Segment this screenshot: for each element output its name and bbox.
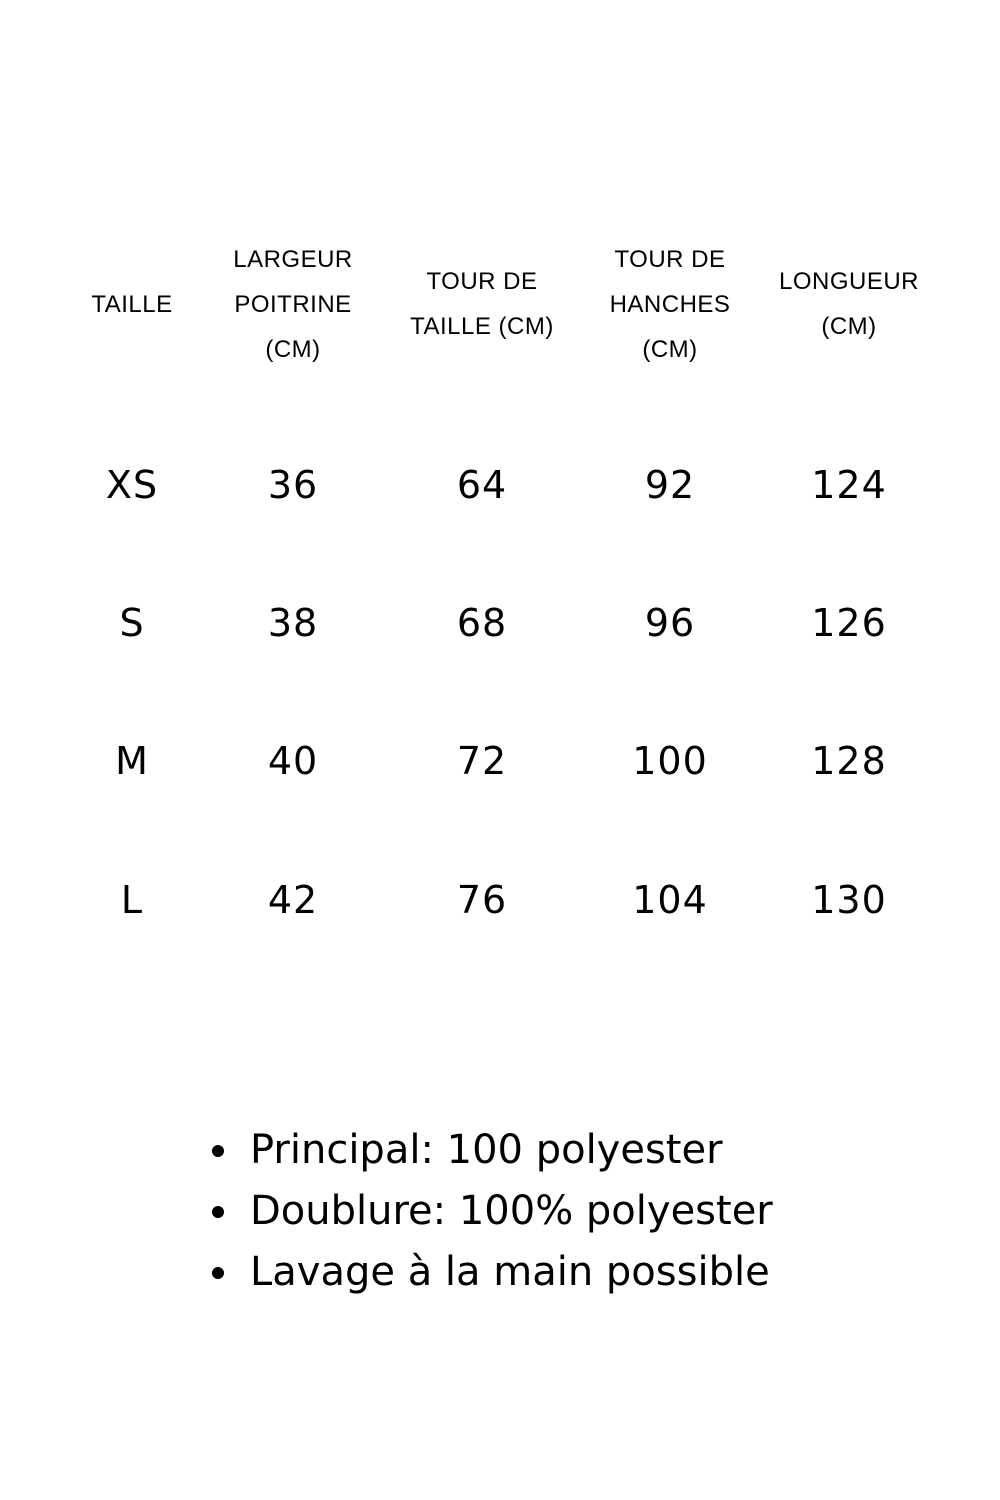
header-tour-de-taille: TOUR DE TAILLE (CM) bbox=[410, 268, 554, 340]
hips-cell: 100 bbox=[632, 739, 708, 783]
length-cell: 130 bbox=[811, 878, 887, 922]
hips-cell: 92 bbox=[644, 463, 696, 507]
header-taille: TAILLE bbox=[91, 290, 173, 318]
size-cell: XS bbox=[105, 463, 159, 507]
bullet-icon bbox=[212, 1145, 224, 1157]
feature-item-doublure bbox=[210, 1181, 910, 1242]
hips-cell: 104 bbox=[632, 878, 708, 922]
chest-cell: 36 bbox=[267, 463, 319, 507]
feature-item-lavage bbox=[210, 1242, 910, 1303]
length-cell: 128 bbox=[811, 739, 887, 783]
waist-cell: 76 bbox=[456, 878, 508, 922]
header-largeur-poitrine: LARGEUR POITRINE (CM) bbox=[233, 245, 353, 363]
bullet-icon bbox=[212, 1206, 224, 1218]
size-cell: M bbox=[115, 739, 149, 783]
product-features-list bbox=[210, 1120, 910, 1303]
waist-cell: 64 bbox=[456, 463, 508, 507]
feature-item-principal bbox=[210, 1120, 910, 1181]
length-cell: 124 bbox=[811, 463, 887, 507]
header-tour-de-hanches: TOUR DE HANCHES (CM) bbox=[609, 245, 731, 363]
hips-cell: 96 bbox=[644, 601, 696, 645]
bullet-icon bbox=[212, 1267, 224, 1279]
size-cell: L bbox=[120, 878, 144, 922]
length-cell: 126 bbox=[811, 601, 887, 645]
header-longueur: LONGUEUR (CM) bbox=[778, 268, 920, 340]
chest-cell: 40 bbox=[267, 739, 319, 783]
chest-cell: 38 bbox=[267, 601, 319, 645]
feature-text: Principal: 100 polyester bbox=[250, 1127, 723, 1173]
waist-cell: 68 bbox=[456, 601, 508, 645]
waist-cell: 72 bbox=[456, 739, 508, 783]
feature-text: Doublure: 100% polyester bbox=[250, 1188, 773, 1234]
size-cell: S bbox=[119, 601, 145, 645]
feature-text: Lavage à la main possible bbox=[250, 1249, 770, 1295]
chest-cell: 42 bbox=[267, 878, 319, 922]
